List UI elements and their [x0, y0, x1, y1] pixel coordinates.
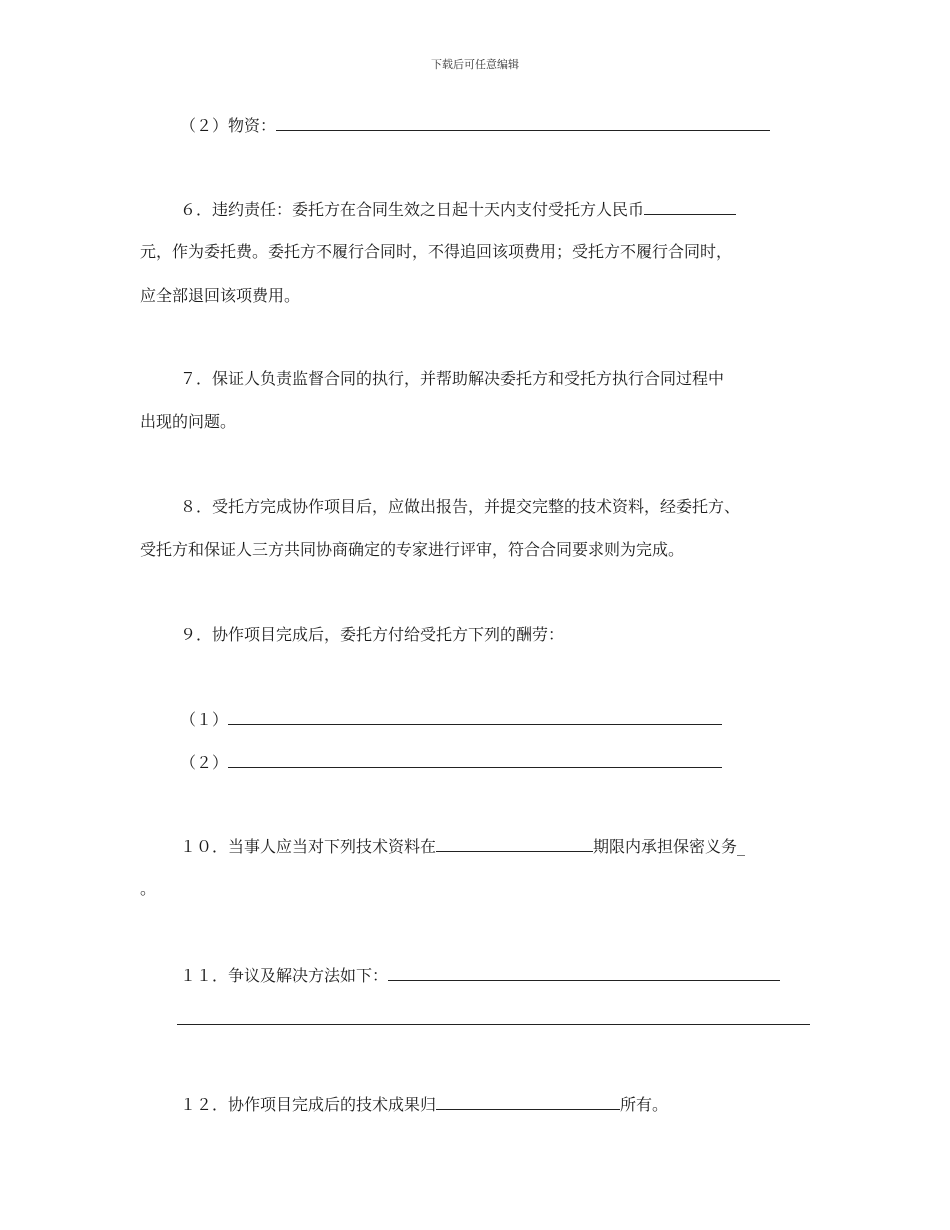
clause12-prefix: １２．协作项目完成后的技术成果归 [180, 1095, 437, 1114]
materials-blank[interactable] [276, 114, 770, 131]
clause7-line1: ７．保证人负责监督合同的执行，并帮助解决委托方和受托方执行合同过程中 [180, 369, 725, 388]
clause7-line2: 出现的问题。 [140, 412, 237, 431]
clause12-suffix: 所有。 [620, 1095, 669, 1114]
page-header: 下载后可任意编辑 [431, 58, 519, 71]
confidentiality-period-blank[interactable] [436, 835, 593, 852]
clause8-line1: ８．受托方完成协作项目后，应做出报告，并提交完整的技术资料，经委托方、 [180, 497, 741, 516]
clause6-line1 [180, 198, 736, 221]
clause6-amount-blank[interactable] [644, 198, 736, 215]
clause10-suffix: 期限内承担保密义务 [593, 837, 738, 856]
dispute-resolution-blank-2[interactable] [177, 1024, 810, 1025]
clause9-line1: ９．协作项目完成后，委托方付给受托方下列的酬劳： [180, 625, 565, 644]
clause11-text: １１．争议及解决方法如下： [180, 966, 389, 985]
clause6-line2: 元，作为委托费。委托方不履行合同时，不得追回该项费用；受托方不履行合同时， [140, 242, 733, 261]
clause10-line1 [180, 835, 745, 858]
dispute-resolution-blank-1[interactable] [388, 964, 780, 981]
clause6-line3: 应全部退回该项费用。 [140, 286, 301, 305]
clause12-line1 [180, 1093, 668, 1116]
clause10-line2: 。 [140, 879, 157, 898]
clause10-prefix: １０．当事人应当对下列技术资料在 [180, 837, 437, 856]
remuneration-item-2-label: （２） [180, 753, 229, 772]
materials-label: （２）物资： [180, 116, 277, 135]
remuneration-item-2-blank[interactable] [228, 751, 722, 768]
clause11-line1 [180, 964, 780, 987]
clause10-trailing-underscore: _ [737, 837, 746, 856]
clause8-line2: 受托方和保证人三方共同协商确定的专家进行评审，符合合同要求则为完成。 [140, 540, 685, 559]
remuneration-item-1-blank[interactable] [228, 708, 722, 725]
remuneration-item-1-label: （１） [180, 710, 229, 729]
remuneration-item-2 [180, 751, 722, 774]
materials-item [180, 114, 770, 137]
ownership-blank[interactable] [436, 1093, 620, 1110]
clause6-text: ６．违约责任：委托方在合同生效之日起十天内支付受托方人民币 [180, 200, 645, 219]
remuneration-item-1 [180, 708, 722, 731]
